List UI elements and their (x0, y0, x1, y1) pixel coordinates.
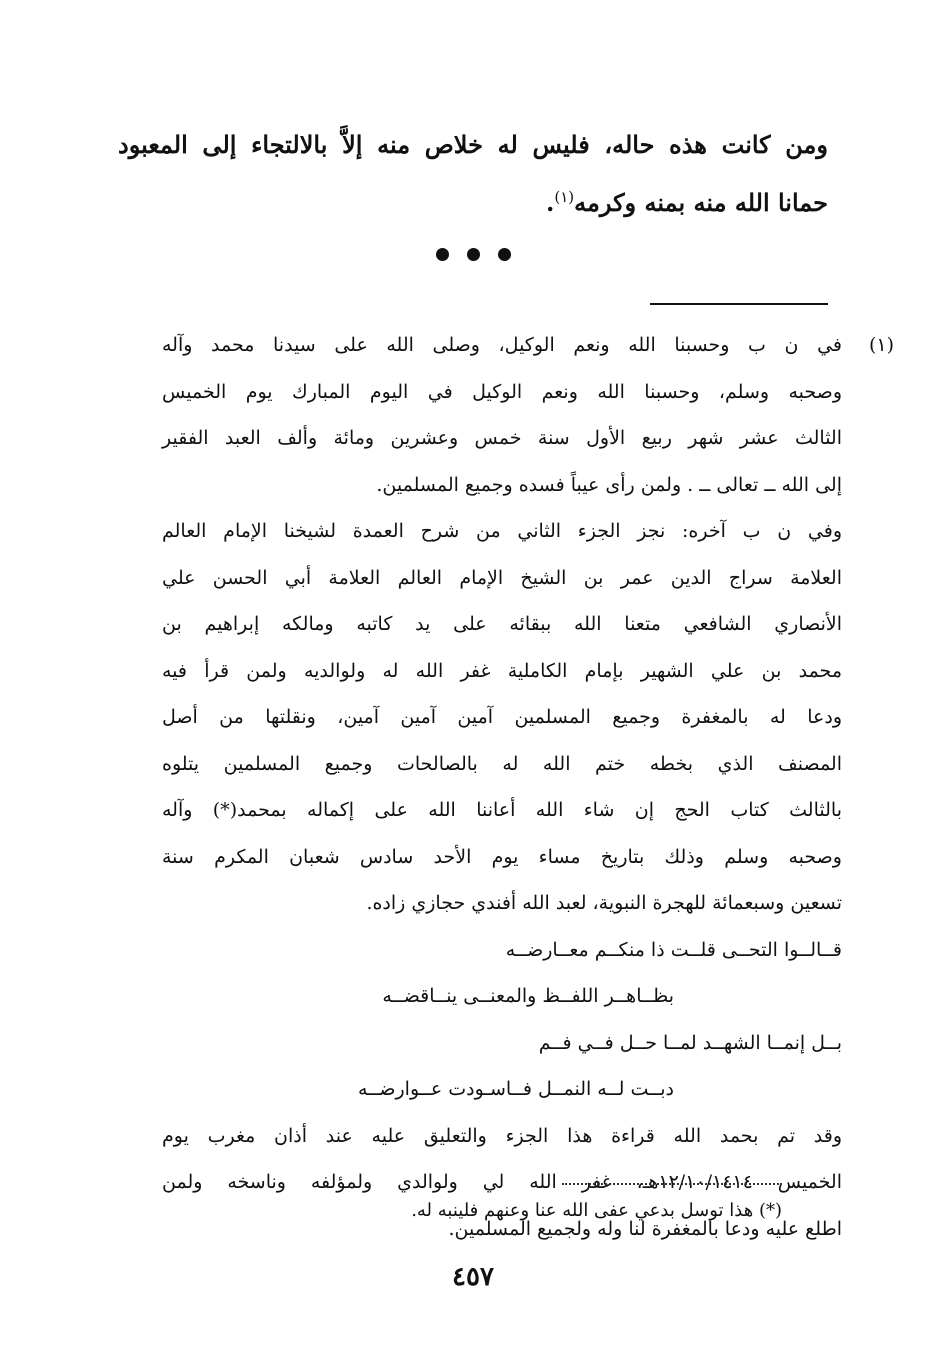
footnote-line: الأنصاري الشافعي متعنا الله ببقائه على يد كاتبه ومالكه إبراهيم بن (162, 613, 842, 635)
footnote-line: تسعين وسبعمائة للهجرة النبوية، لعبد الله أفندي حجازي زاده. (366, 892, 842, 914)
footnote-line: المصنف الذي بخطه ختم الله له بالصالحات وجميع المسلمين يتلوه (162, 752, 842, 775)
paragraph-text: حمانا الله منه بمنه وكرمه (574, 188, 828, 217)
footnote-text: في ن ب وحسبنا الله ونعم الوكيل، وصلى الله على سيدنا محمد وآله (162, 334, 842, 356)
footnote-divider (650, 303, 828, 305)
footnote-line: العلامة سراج الدين عمر بن الشيخ الإمام العالم العلامة أبي الحسن علي (162, 566, 842, 589)
paragraph-line: ومن كانت هذه حاله، فليس له خلاص منه إلاَّ بالالتجاء إلى المعبود (118, 130, 828, 159)
paragraph-end: . (546, 188, 555, 217)
footnote-line: الثالث عشر شهر ربيع الأول سنة خمس وعشرين ومائة وألف العبد الفقير (162, 427, 842, 449)
poem-verse: قــالــوا التحــى قلــت ذا منكــم معــارضــه (505, 938, 842, 961)
footnote-line (162, 322, 894, 369)
subnote-divider (562, 1183, 782, 1185)
subnote: (*) هذا توسل بدعي عفى الله عنا وعنهم فلينبه له. (411, 1200, 782, 1221)
footnote-block (162, 322, 894, 1252)
footnote-line: بالثالث كتاب الحج إن شاء الله أعاننا الله على إكماله بمحمد(*) وآله (162, 799, 842, 821)
section-separator (0, 248, 946, 261)
closing-line: الخميس ١٢/١٠/١٤١٤هـ، غفر الله لي ولوالدي ولمؤلفه وناسخه ولمن (162, 1171, 842, 1193)
separator-dot (467, 248, 480, 261)
footnote-marker: (١) (868, 334, 894, 356)
main-paragraph (118, 118, 828, 229)
footnote-line: ودعا له بالمغفرة وجميع المسلمين آمين آمين آمين، ونقلتها من أصل (162, 706, 842, 728)
footnote-line: محمد بن علي الشهير بإمام الكاملية غفر الله له ولوالديه ولمن قرأ فيه (162, 659, 842, 682)
closing-line: اطلع عليه ودعا بالمغفرة لنا وله ولجميع المسلمين. (448, 1217, 842, 1240)
page-number: ٤٥٧ (452, 1262, 494, 1292)
footnote-line: وفي ن ب آخره: نجز الجزء الثاني من شرح العمدة لشيخنا الإمام العالم (162, 520, 842, 542)
footnote-line: إلى الله ــ تعالى ــ . ولمن رأى عيباً فسده وجميع المسلمين. (376, 473, 842, 496)
footnote-ref: (١) (554, 188, 575, 206)
poem-verse: بظــاهــر اللفــظ والمعنــى ينــاقضــه (382, 985, 674, 1007)
paragraph-line-last (118, 171, 828, 229)
separator-dot (498, 248, 511, 261)
footnote-line: وصحبه وسلم وذلك بتاريخ مساء يوم الأحد سادس شعبان المكرم سنة (162, 845, 842, 868)
separator-dot (436, 248, 449, 261)
poem-verse: بــل إنمــا الشهــد لمــا حــل فــي فــم (538, 1031, 842, 1054)
closing-line: وقد تم بحمد الله قراءة هذا الجزء والتعليق عليه عند أذان مغرب يوم (162, 1124, 842, 1147)
footnote-line: وصحبه وسلم، وحسبنا الله ونعم الوكيل في اليوم المبارك يوم الخميس (162, 380, 842, 403)
poem-verse: دبــت لــه النمــل فــاسـودت عــوارضــه (358, 1078, 674, 1100)
